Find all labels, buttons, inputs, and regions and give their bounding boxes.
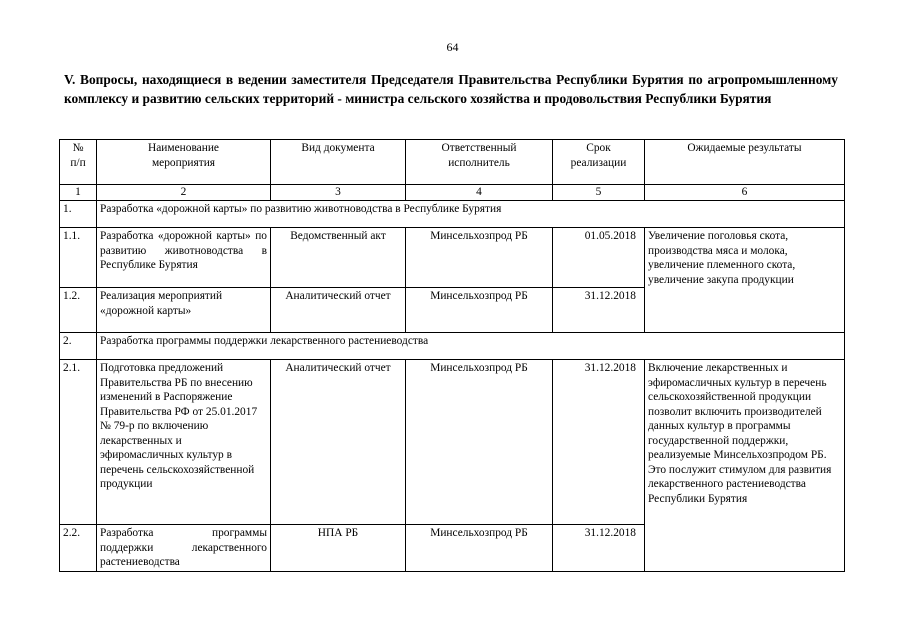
row-number: 2.2. [60,525,97,572]
column-number: 2 [97,185,271,201]
document-type: Аналитический отчет [271,360,406,525]
section-number: 1. [60,201,97,228]
header-responsible: Ответственный исполнитель [406,140,553,185]
responsible-executor: Минсельхозпрод РБ [406,360,553,525]
activity-name: Разработка «дорожной карты» по развитию животноводства в Республике Бурятия [97,228,271,288]
section-heading: Разработка «дорожной карты» по развитию животноводства в Республике Бурятия [97,201,845,228]
column-number: 1 [60,185,97,201]
expected-results: Увеличение поголовья скота, производства мяса и молока, увеличение племенного скота, увеличение закупа продукции [645,228,845,333]
deadline: 31.12.2018 [553,525,645,572]
header-number: № п/п [60,140,97,185]
document-type: НПА РБ [271,525,406,572]
row-number: 1.1. [60,228,97,288]
column-number: 5 [553,185,645,201]
header-deadline: Срок реализации [553,140,645,185]
expected-results: Включение лекарственных и эфиромасличных культур в перечень сельскохозяйственной продукции позволит включить производителей данных культур в программы государственной поддержки, реализуемые Минсельхозпродом РБ. Это послужит стимулом для развития лекарственного растениеводства Республики Бурятия [645,360,845,572]
responsible-executor: Минсельхозпрод РБ [406,228,553,288]
document-type: Аналитический отчет [271,288,406,333]
table-header-row [60,140,845,185]
section-heading: Разработка программы поддержки лекарственного растениеводства [97,333,845,360]
deadline: 31.12.2018 [553,360,645,525]
deadline: 01.05.2018 [553,228,645,288]
document-type: Ведомственный акт [271,228,406,288]
activity-name: Реализация мероприятий «дорожной карты» [97,288,271,333]
section-number: 2. [60,333,97,360]
table-row [60,360,845,525]
table-row [60,228,845,288]
column-number-row [60,185,845,201]
page-number: 64 [446,40,459,54]
column-number: 3 [271,185,406,201]
section-row [60,333,845,360]
header-activity-name: Наименование мероприятия [97,140,271,185]
column-number: 4 [406,185,553,201]
section-row [60,201,845,228]
header-expected-results: Ожидаемые результаты [645,140,845,185]
row-number: 1.2. [60,288,97,333]
responsible-executor: Минсельхозпрод РБ [406,525,553,572]
activity-name: Разработка программы поддержки лекарственного растениеводства [97,525,271,572]
header-document-type: Вид документа [271,140,406,185]
section-title: V. Вопросы, находящиеся в ведении заместителя Председателя Правительства Республики Бурятия по агропромышленному комплексу и развитию сельских территорий - министра сельского хозяйства и продовольствия Республики Бурятия [64,72,838,106]
responsible-executor: Минсельхозпрод РБ [406,288,553,333]
action-plan-table [59,139,845,572]
row-number: 2.1. [60,360,97,525]
column-number: 6 [645,185,845,201]
activity-name: Подготовка предложений Правительства РБ по внесению изменений в Распоряжение Правительства РФ от 25.01.2017 № 79-р по включению лекарственных и эфиромасличных культур в перечень сельскохозяйственной продукции [97,360,271,525]
deadline: 31.12.2018 [553,288,645,333]
